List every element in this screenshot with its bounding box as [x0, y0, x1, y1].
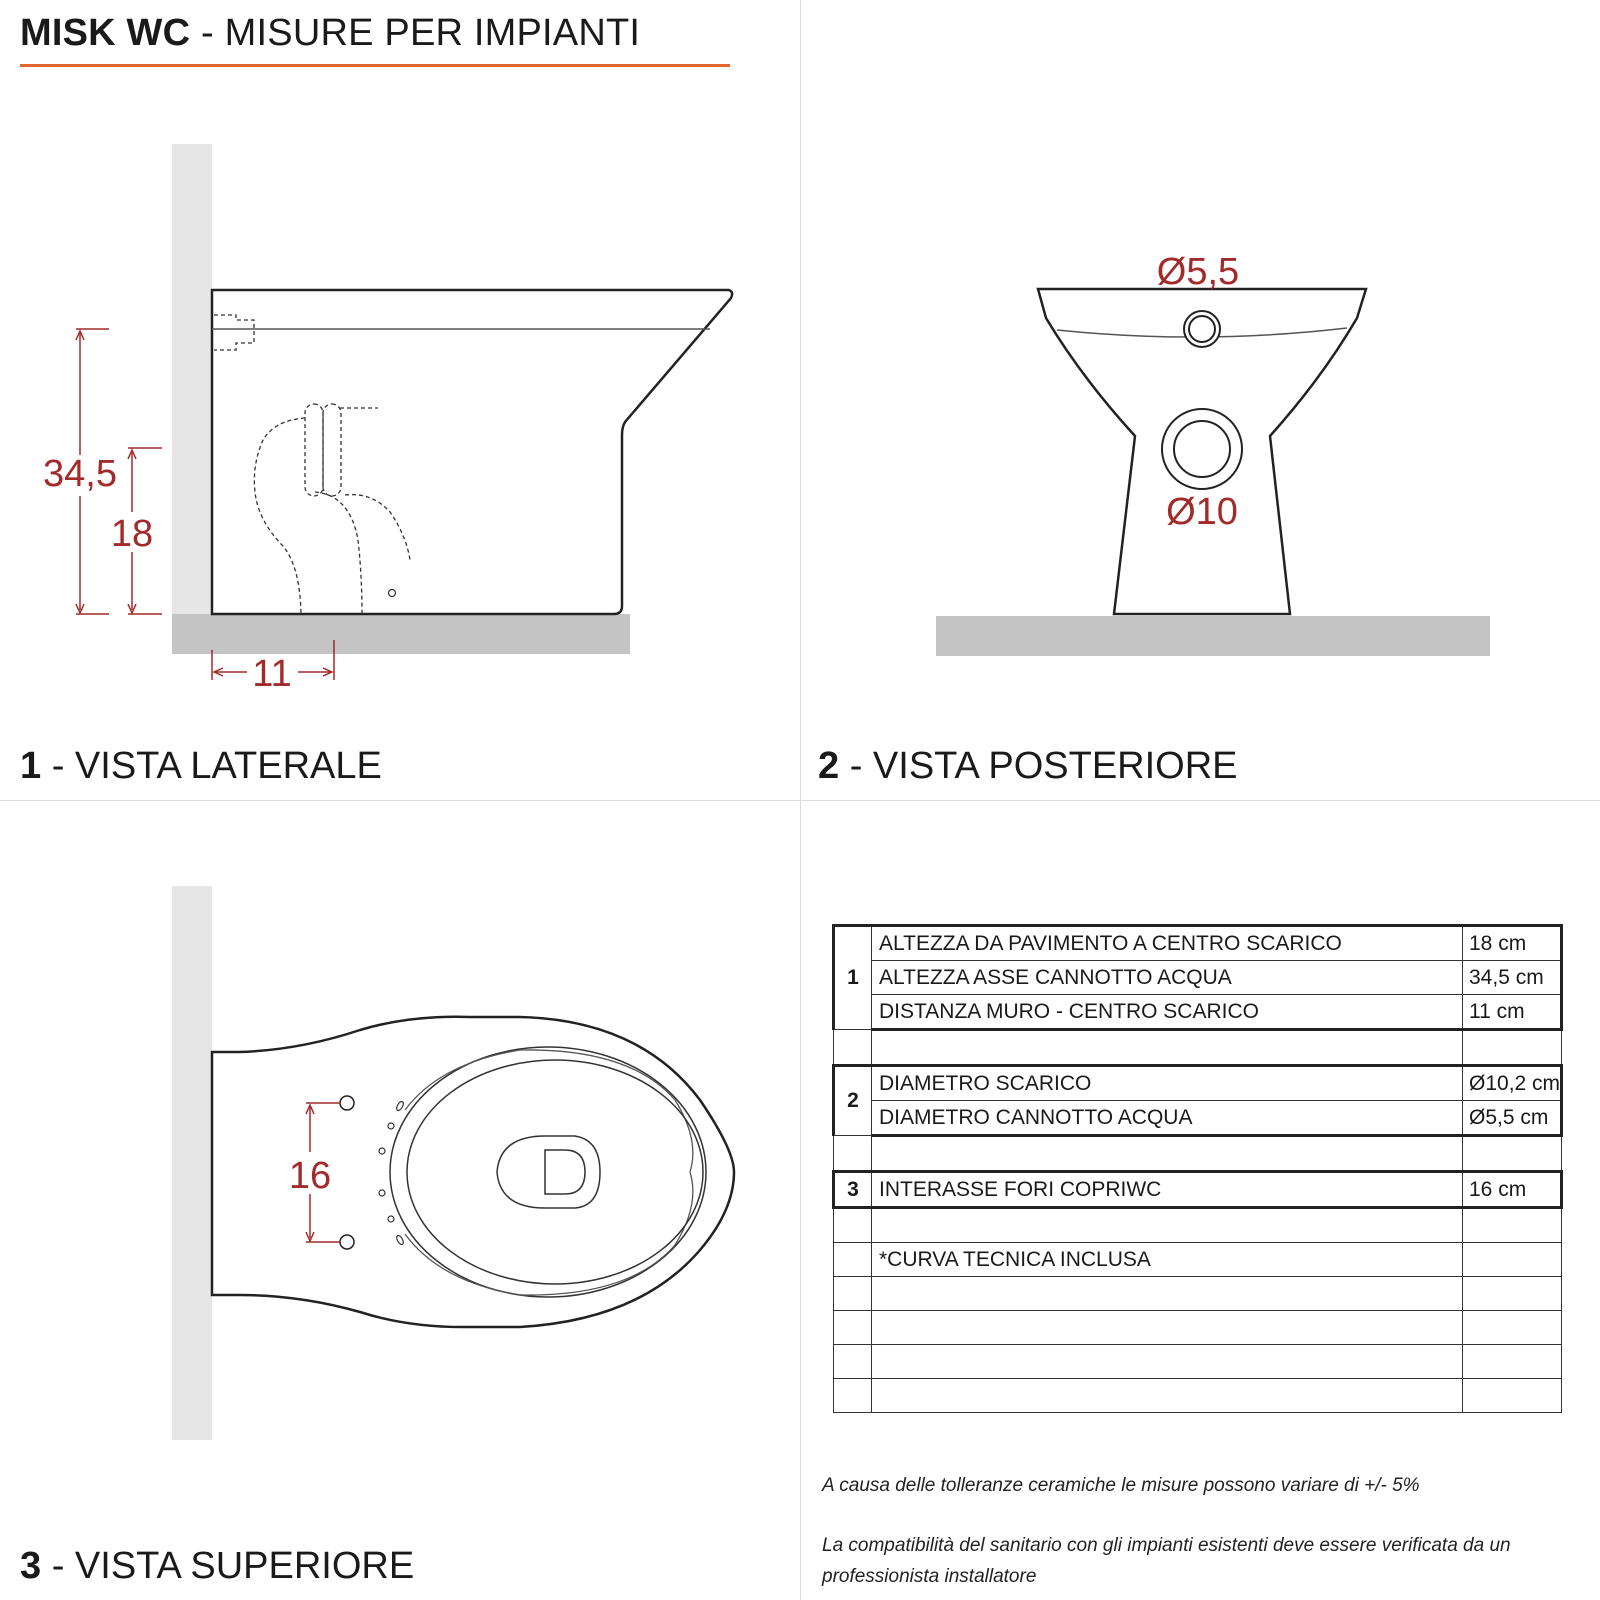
table-row [834, 1101, 1562, 1136]
note-tolerance: A causa delle tolleranze ceramiche le misure possono variare di +/- 5% [822, 1475, 1420, 1496]
table-row-empty [834, 1345, 1562, 1379]
note-compatibility: La compatibilità del sanitario con gli impianti esistenti deve essere verificata da un professionista installatore [822, 1535, 1511, 1587]
view-number: 2 [818, 745, 840, 787]
side-view-drawing [43, 144, 732, 695]
row-description: ALTEZZA DA PAVIMENTO A CENTRO SCARICO [872, 926, 1463, 961]
table-row-empty [834, 1277, 1562, 1311]
row-value: 16 cm [1463, 1172, 1562, 1208]
table-footnote: *CURVA TECNICA INCLUSA [872, 1243, 1463, 1277]
view-label-side [20, 745, 382, 788]
table-row [834, 926, 1562, 961]
group-number: 3 [834, 1172, 872, 1208]
row-value: Ø5,5 cm [1463, 1101, 1562, 1136]
table-row-empty [834, 1136, 1562, 1172]
table-row-empty [834, 1208, 1562, 1243]
side-bowl-outline [212, 290, 732, 614]
view-title: - VISTA LATERALE [51, 745, 382, 787]
dim-outlet-diameter: Ø10 [1166, 491, 1238, 533]
rear-view-drawing [936, 251, 1490, 656]
dim-height-drain: 18 [110, 513, 154, 555]
group-number: 1 [834, 926, 872, 1030]
row-description: DIAMETRO CANNOTTO ACQUA [872, 1101, 1463, 1136]
view-label-top [20, 1545, 414, 1588]
dim-inlet-diameter: Ø5,5 [1156, 251, 1240, 293]
brand-name: MISK WC [20, 12, 191, 54]
view-title: - VISTA POSTERIORE [849, 745, 1238, 787]
group-number: 2 [834, 1066, 872, 1136]
view-title: - VISTA SUPERIORE [51, 1545, 415, 1587]
table-row [834, 961, 1562, 995]
side-floor [172, 614, 630, 654]
dim-seat-holes: 16 [288, 1155, 332, 1197]
top-wall [172, 886, 212, 1440]
view-number: 1 [20, 745, 42, 787]
row-description: DIAMETRO SCARICO [872, 1066, 1463, 1101]
table-row [834, 995, 1562, 1030]
table-row [834, 1172, 1562, 1208]
table-row-empty [834, 1030, 1562, 1066]
row-description: ALTEZZA ASSE CANNOTTO ACQUA [872, 961, 1463, 995]
top-seat-hole-upper [340, 1096, 354, 1110]
table-row [834, 1066, 1562, 1101]
dim-wall-distance: 11 [252, 653, 292, 695]
page-subtitle: - MISURE PER IMPIANTI [201, 12, 641, 54]
row-description: DISTANZA MURO - CENTRO SCARICO [872, 995, 1463, 1030]
view-number: 3 [20, 1545, 42, 1587]
spec-table [832, 924, 1563, 1413]
table-row [834, 1243, 1562, 1277]
rear-floor [936, 616, 1490, 656]
view-label-rear [818, 745, 1238, 788]
rear-outlet-inner [1174, 421, 1230, 477]
rear-inlet-inner [1189, 316, 1215, 342]
row-value: 18 cm [1463, 926, 1562, 961]
row-description: INTERASSE FORI COPRIWC [872, 1172, 1463, 1208]
dim-height-axis: 34,5 [43, 453, 117, 495]
table-row-empty [834, 1379, 1562, 1413]
table-row-empty [834, 1311, 1562, 1345]
side-wall [172, 144, 212, 614]
top-view-drawing [172, 886, 734, 1440]
row-value: Ø10,2 cm [1463, 1066, 1562, 1101]
row-value: 34,5 cm [1463, 961, 1562, 995]
row-value: 11 cm [1463, 995, 1562, 1030]
top-seat-hole-lower [340, 1235, 354, 1249]
